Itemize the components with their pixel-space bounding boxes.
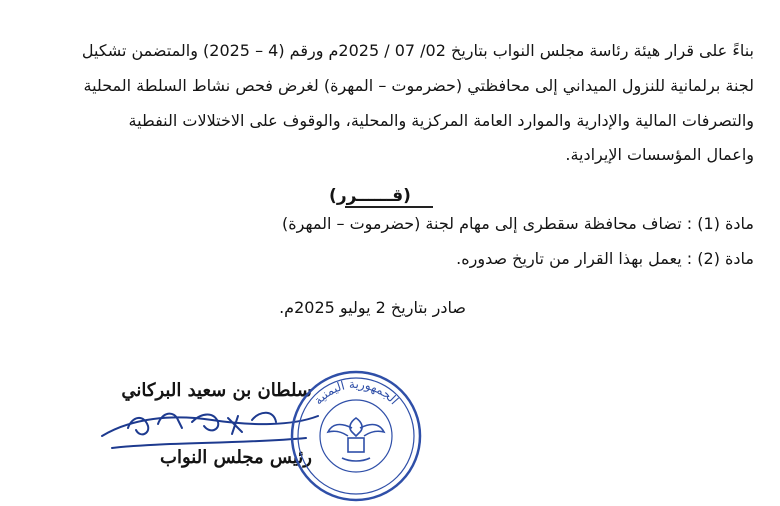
issue-date: صادر بتاريخ 2 يوليو 2025م. <box>279 298 466 317</box>
signatory-title: رئيس مجلس النواب <box>160 447 312 468</box>
heading-underline <box>345 206 433 208</box>
seal-text: الجمهورية اليمنية <box>311 376 402 408</box>
eagle-emblem-icon <box>328 418 384 461</box>
preamble-line-3: والتصرفات المالية والإدارية والموارد العامة المركزية والمحلية، والوقوف على الاختلالات النفطية <box>128 111 754 130</box>
preamble-line-4: واعمال المؤسسات الإيرادية. <box>565 145 754 164</box>
preamble-line-2: لجنة برلمانية للنزول الميداني إلى محافظتي (حضرموت – المهرة) لغرض فحص نشاط السلطة المحلية <box>83 76 754 95</box>
preamble-line-1: بناءً على قرار هيئة رئاسة مجلس النواب بتاريخ 02/ 07 / 2025م ورقم (4 – 2025) والمتضمن تشكيل <box>81 41 754 60</box>
article-2: مادة (2) : يعمل بهذا القرار من تاريخ صدوره. <box>456 249 754 268</box>
official-seal <box>286 366 426 506</box>
signatory-name: سلطان بن سعيد البركاني <box>121 380 312 401</box>
article-1: مادة (1) : تضاف محافظة سقطرى إلى مهام لجنة (حضرموت – المهرة) <box>282 214 754 233</box>
decision-heading: (قــــــرر) <box>329 186 411 206</box>
